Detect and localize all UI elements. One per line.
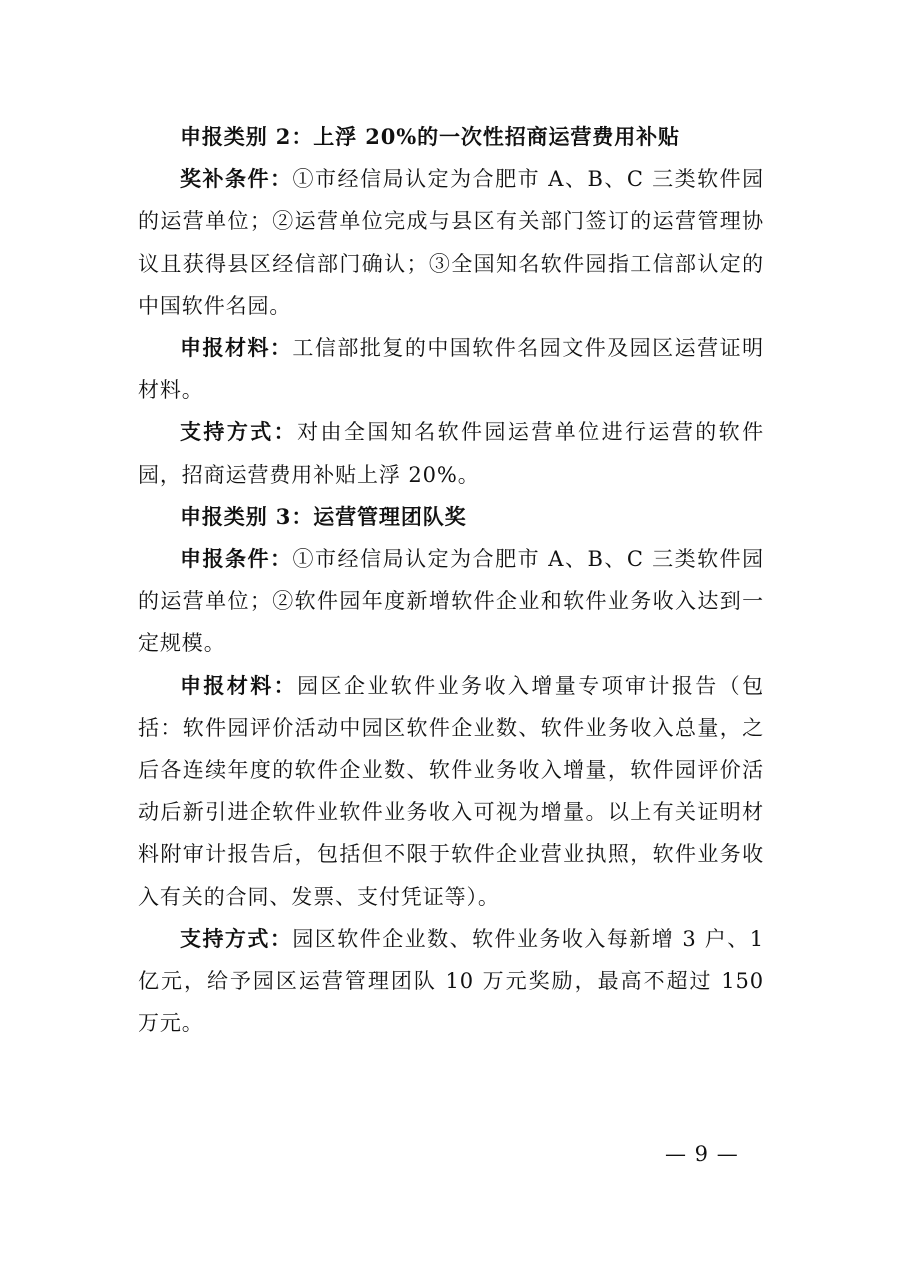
section-heading-category-3: 申报类别 3：运营管理团队奖 [180,503,467,529]
paragraph-label: 支持方式： [180,925,293,951]
paragraph-label: 支持方式： [180,419,298,445]
paragraph-label: 申报材料： [180,672,298,698]
paragraph-award-conditions [138,158,764,327]
paragraph-label: 申报材料： [180,335,293,361]
paragraph-text: 园区企业软件业务收入增量专项审计报告（包括：软件园评价活动中园区软件企业数、软件业务收入总量，之后各连续年度的软件企业数、软件业务收入增量，软件园评价活动后新引进企软件业软件业务收入可视为增量。以上有关证明材料附审计报告后，包括但不限于软件企业营业执照，软件业务收入有关的合同、发票、支付凭证等）。 [138,673,765,909]
paragraph-application-materials [138,327,764,411]
paragraph-label: 奖补条件： [180,166,293,192]
document-body [138,116,764,1044]
paragraph-text: ①市经信局认定为合肥市 A、B、C 三类软件园的运营单位；②运营单位完成与县区有关部门签订的运营管理协议且获得县区经信部门确认；③全国知名软件园指工信部认定的中国软件名园。 [138,167,765,318]
paragraph-text: ①市经信局认定为合肥市 A、B、C 三类软件园的运营单位；②软件园年度新增软件企业和软件业务收入达到一定规模。 [138,547,765,656]
paragraph-text: 对由全国知名软件园运营单位进行运营的软件园，招商运营费用补贴上浮 20%。 [138,420,765,487]
paragraph-support-method [138,411,764,495]
paragraph-text: 工信部批复的中国软件名园文件及园区运营证明材料。 [138,336,764,403]
paragraph-support-method [138,918,764,1045]
page-number: — 9 — [665,1142,739,1166]
paragraph-application-conditions [138,538,764,665]
paragraph-text: 园区软件企业数、软件业务收入每新增 3 户、1 亿元，给予园区运营管理团队 10 万元奖励，最高不超过 150 万元。 [138,926,765,1036]
paragraph-label: 申报条件： [180,546,293,572]
section-heading-category-2: 申报类别 2：上浮 20%的一次性招商运营费用补贴 [180,124,680,149]
paragraph-application-materials [138,665,764,918]
